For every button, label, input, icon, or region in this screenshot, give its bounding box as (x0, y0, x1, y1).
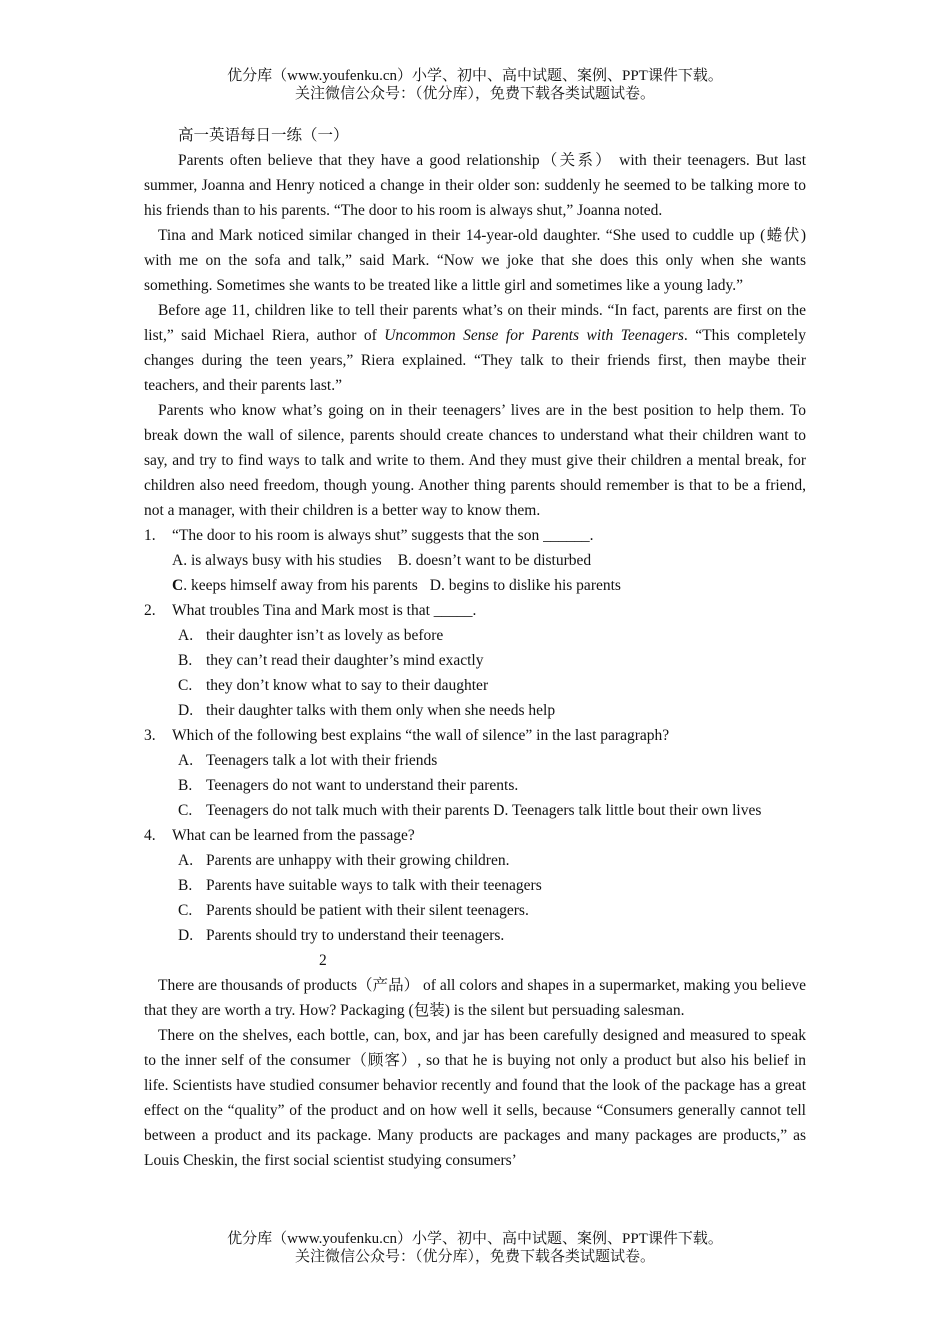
question-1-options-ab (144, 548, 806, 573)
question-text: What troubles Tina and Mark most is that _____. (172, 602, 477, 619)
paragraph-3-text-b: . “This completely changes during the teen years,” Riera explained. “They talk to their friends first, then maybe their teachers, and their parents last.” (144, 327, 806, 394)
option-text: they can’t read their daughter’s mind exactly (206, 652, 484, 669)
section-number: 2 (319, 952, 327, 969)
option-text: Teenagers do not want to understand their parents. (206, 777, 519, 794)
passage2-paragraph-1: There are thousands of products（产品） of all colors and shapes in a supermarket, making you believe that they are worth a try. How? Packaging (包装) is the silent but persuading salesman. (144, 977, 806, 1019)
option-letter: C. (178, 802, 193, 819)
option-c (172, 577, 418, 594)
question-2-option-b (144, 648, 806, 673)
document-body (144, 123, 806, 1173)
header-line-2: 关注微信公众号：（优分库），免费下载各类试题试卷。 (294, 86, 655, 102)
question-number: 2. (144, 602, 156, 619)
footer-line-2: 关注微信公众号：（优分库），免费下载各类试题试卷。 (294, 1249, 655, 1265)
option-d: D. begins to dislike his parents (429, 577, 621, 594)
passage1-paragraph-1: Parents often believe that they have a good relationship（关系） with their teenagers. But last summer, Joanna and Henry noticed a change in their older son: suddenly he seemed to be talking more to his friends than to his parents. “The door to his room is always shut,” Joanna noted. (144, 152, 806, 219)
option-text: Parents should be patient with their silent teenagers. (206, 902, 529, 919)
question-1 (144, 523, 806, 548)
question-number: 4. (144, 827, 156, 844)
option-letter: B. (178, 877, 193, 894)
option-text: they don’t know what to say to their daughter (206, 677, 489, 694)
question-2 (144, 598, 806, 623)
option-text: Parents should try to understand their teenagers. (206, 927, 505, 944)
question-number: 3. (144, 727, 156, 744)
option-text: Parents have suitable ways to talk with their teenagers (206, 877, 542, 894)
option-c-letter: C (172, 577, 184, 594)
option-letter: B. (178, 652, 193, 669)
question-text: “The door to his room is always shut” suggests that the son ______. (172, 527, 594, 544)
question-text: Which of the following best explains “the wall of silence” in the last paragraph? (172, 727, 670, 744)
option-letter: A. (178, 627, 194, 644)
question-2-option-a (144, 623, 806, 648)
question-4-option-b (144, 873, 806, 898)
option-text: Teenagers talk a lot with their friends (206, 752, 438, 769)
question-4-option-c (144, 898, 806, 923)
question-3-option-b (144, 773, 806, 798)
question-2-option-d (144, 698, 806, 723)
option-b: B. doesn’t want to be disturbed (397, 552, 592, 569)
footer-line-1: 优分库（www.youfenku.cn）小学、初中、高中试题、案例、PPT课件下载。 (227, 1231, 723, 1247)
passage1-paragraph-4: Parents who know what’s going on in their teenagers’ lives are in the best position to help them. To break down the wall of silence, parents should create chances to understand what their children want to say, and try to find ways to talk and write to them. And they must give their children a mental break, for children also need freedom, though young. Another thing parents should remember is that to be a friend, not a manager, with their children is a better way to know them. (144, 402, 806, 519)
passage2-paragraph-2: There on the shelves, each bottle, can, box, and jar has been carefully designed and measured to speak to the inner self of the consumer（顾客）, so that he is buying not only a product but also his belief in life. Scientists have studied consumer behavior recently and found that the look of the package has a great effect on the “quality” of the product and on how well it sells, because “Consumers generally cannot tell between a product and its package. Many products are packages and many packages are products,” as Louis Cheskin, the first social scientist studying consumers’ (144, 1027, 806, 1169)
question-3-option-a (144, 748, 806, 773)
header-line-1: 优分库（www.youfenku.cn）小学、初中、高中试题、案例、PPT课件下载。 (227, 68, 723, 84)
option-c-text: . keeps himself away from his parents (183, 577, 418, 594)
passage1-paragraph-3 (144, 298, 806, 398)
question-3-option-c (144, 798, 806, 823)
page-title: 高一英语每日一练（一） (178, 127, 349, 144)
option-letter: B. (178, 777, 193, 794)
option-letter: C. (178, 902, 193, 919)
question-4-option-a (144, 848, 806, 873)
option-letter: D. (178, 927, 194, 944)
question-text: What can be learned from the passage? (172, 827, 415, 844)
option-letter: A. (178, 752, 194, 769)
question-number: 1. (144, 527, 156, 544)
option-a: A. is always busy with his studies (172, 552, 382, 569)
option-letter: A. (178, 852, 194, 869)
question-4 (144, 823, 806, 848)
option-text: Parents are unhappy with their growing children. (206, 852, 510, 869)
question-2-option-c (144, 673, 806, 698)
option-text: Teenagers do not talk much with their parents D. Teenagers talk little bout their own lives (206, 802, 762, 819)
option-text: their daughter isn’t as lovely as before (206, 627, 444, 644)
option-letter: C. (178, 677, 193, 694)
question-1-options-cd (144, 573, 806, 598)
passage1-paragraph-2: Tina and Mark noticed similar changed in their 14-year-old daughter. “She used to cuddle up (蜷伏) with me on the sofa and talk,” said Mark. “Now we joke that she does this only when she wants something. Sometimes she wants to be treated like a little girl and sometimes like a young lady.” (144, 227, 806, 294)
page-header (0, 67, 950, 103)
question-4-option-d (144, 923, 806, 948)
question-3 (144, 723, 806, 748)
page-footer (0, 1230, 950, 1266)
book-title: Uncommon Sense for Parents with Teenagers (384, 327, 684, 344)
option-letter: D. (178, 702, 194, 719)
option-text: their daughter talks with them only when she needs help (206, 702, 556, 719)
paragraph-3-text-a: Before age 11, children like to tell their parents what’s on their minds. “In fact, parents are first on the list,” said Michael Riera, author of (144, 302, 806, 344)
